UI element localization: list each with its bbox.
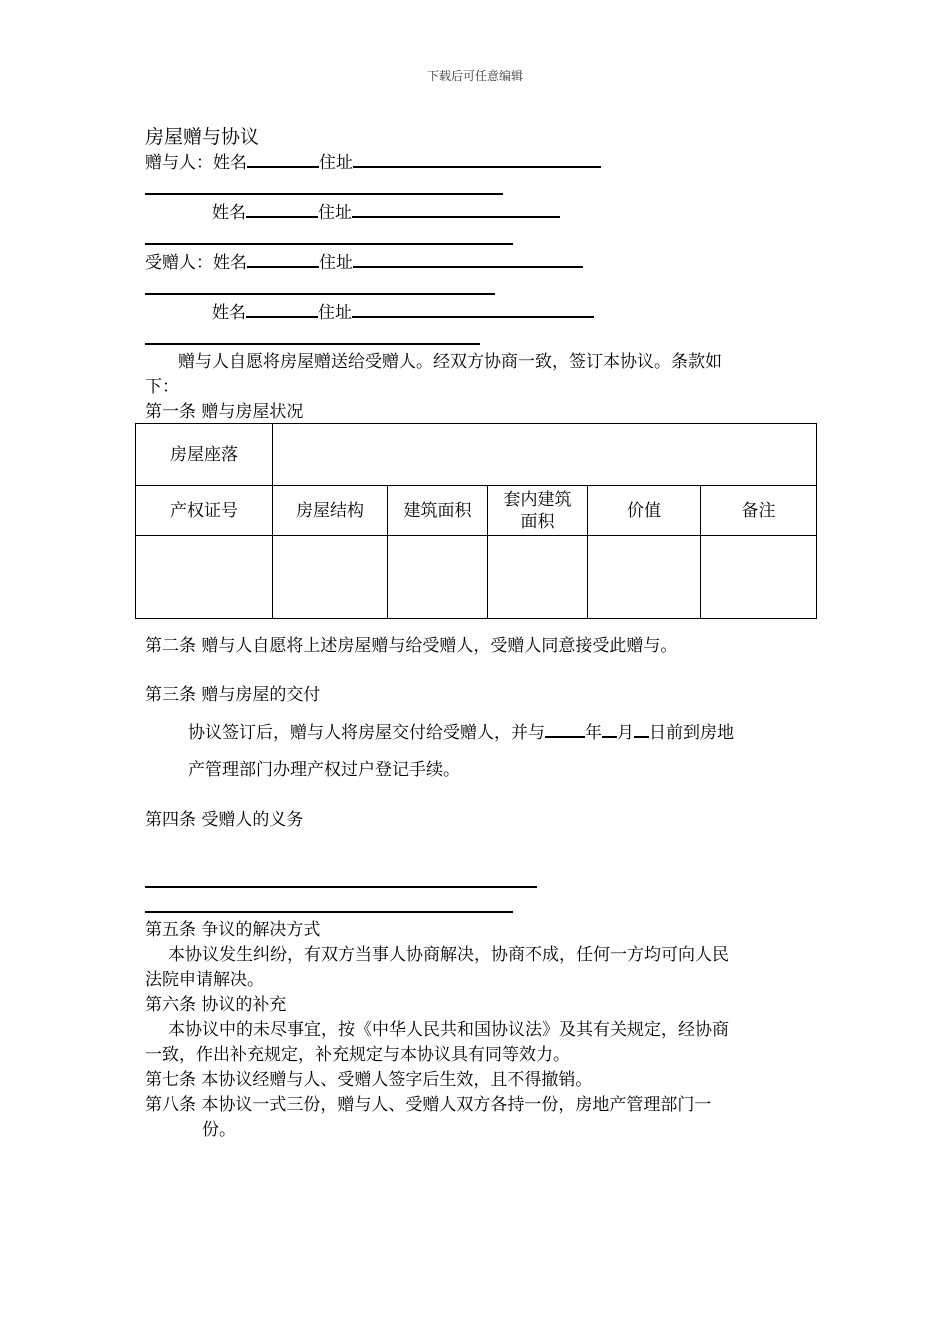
header-inner-area-line-2: 面积	[520, 511, 555, 532]
year-blank[interactable]	[545, 722, 585, 738]
month-blank[interactable]	[602, 722, 617, 738]
article-8-line-2: 份。	[202, 1120, 236, 1140]
header-inner-area-line-1: 套内建筑	[503, 489, 572, 510]
article-4-blank-line-1[interactable]	[145, 886, 537, 888]
article-4-title: 第四条 受赠人的义务	[145, 810, 304, 830]
article-3-day-text: 日前到房地	[649, 723, 734, 743]
location-label-cell: 房屋座落	[136, 424, 273, 486]
donee-line-2	[212, 302, 594, 323]
year-label: 年	[585, 723, 602, 743]
article-8-line-1: 第八条 本协议一式三份，赠与人、受赠人双方各持一份，房地产管理部门一	[145, 1095, 712, 1115]
name-label: 姓名	[212, 303, 246, 323]
month-label: 月	[617, 723, 634, 743]
donee-address-blank-2[interactable]	[352, 302, 594, 318]
donor-label: 赠与人：	[145, 153, 213, 173]
house-info-table	[135, 423, 817, 619]
name-label: 姓名	[212, 203, 246, 223]
intro-line-2: 下：	[145, 377, 179, 397]
article-6-line-1: 本协议中的未尽事宜，按《中华人民共和国协议法》及其有关规定，经协商	[168, 1020, 729, 1040]
donor-address-blank-2[interactable]	[352, 202, 560, 218]
header-remarks: 备注	[701, 486, 817, 536]
donee-address-continuation-line-2[interactable]	[145, 343, 480, 345]
donor-name-blank-1[interactable]	[247, 152, 319, 168]
article-3-line-1	[188, 722, 734, 743]
donor-address-continuation-line-2[interactable]	[145, 243, 513, 245]
table-row	[136, 536, 817, 619]
table-header-row	[136, 486, 817, 536]
header-value: 价值	[588, 486, 701, 536]
address-label: 住址	[319, 253, 353, 273]
header-building-area: 建筑面积	[388, 486, 488, 536]
address-label: 住址	[318, 303, 352, 323]
cell-cert-no[interactable]	[136, 536, 273, 619]
donor-address-continuation-line-1[interactable]	[145, 193, 503, 195]
address-label: 住址	[319, 153, 353, 173]
cell-building-area[interactable]	[388, 536, 488, 619]
address-label: 住址	[318, 203, 352, 223]
donee-name-blank-1[interactable]	[247, 252, 319, 268]
header-inner-area	[488, 486, 588, 536]
donee-address-continuation-line-1[interactable]	[145, 293, 495, 295]
donee-label: 受赠人：	[145, 253, 213, 273]
article-6-line-2: 一致，作出补充规定，补充规定与本协议具有同等效力。	[145, 1045, 570, 1065]
location-value-cell[interactable]	[273, 424, 817, 486]
page-header-note: 下载后可任意编辑	[426, 69, 523, 83]
intro-line-1: 赠与人自愿将房屋赠送给受赠人。经双方协商一致，签订本协议。条款如	[178, 352, 722, 372]
cell-structure[interactable]	[273, 536, 388, 619]
cell-value[interactable]	[588, 536, 701, 619]
article-3-text-a: 协议签订后，赠与人将房屋交付给受赠人，并与	[188, 723, 545, 743]
article-6-title: 第六条 协议的补充	[145, 995, 287, 1015]
article-5-line-2: 法院申请解决。	[145, 970, 264, 990]
day-blank[interactable]	[634, 722, 649, 738]
header-cert-no: 产权证号	[136, 486, 273, 536]
header-structure: 房屋结构	[273, 486, 388, 536]
article-3-title: 第三条 赠与房屋的交付	[145, 685, 321, 705]
article-4-blank-line-2[interactable]	[145, 911, 513, 913]
article-7: 第七条 本协议经赠与人、受赠人签字后生效，且不得撤销。	[145, 1070, 593, 1090]
article-2: 第二条 赠与人自愿将上述房屋赠与给受赠人，受赠人同意接受此赠与。	[145, 636, 678, 656]
cell-inner-area[interactable]	[488, 536, 588, 619]
donee-address-blank-1[interactable]	[353, 252, 583, 268]
article-5-line-1: 本协议发生纠纷，有双方当事人协商解决，协商不成，任何一方均可向人民	[168, 945, 729, 965]
article-1-title: 第一条 赠与房屋状况	[145, 402, 304, 422]
donee-line-1	[145, 252, 583, 273]
donor-name-blank-2[interactable]	[246, 202, 318, 218]
name-label: 姓名	[213, 153, 247, 173]
donor-line-2	[212, 202, 560, 223]
article-3-line-2: 产管理部门办理产权过户登记手续。	[188, 760, 460, 780]
donor-address-blank-1[interactable]	[353, 152, 601, 168]
name-label: 姓名	[213, 253, 247, 273]
cell-remarks[interactable]	[701, 536, 817, 619]
document-title: 房屋赠与协议	[145, 126, 260, 148]
table-row-location	[136, 424, 817, 486]
donee-name-blank-2[interactable]	[246, 302, 318, 318]
donor-line-1	[145, 152, 601, 173]
article-5-title: 第五条 争议的解决方式	[145, 920, 321, 940]
